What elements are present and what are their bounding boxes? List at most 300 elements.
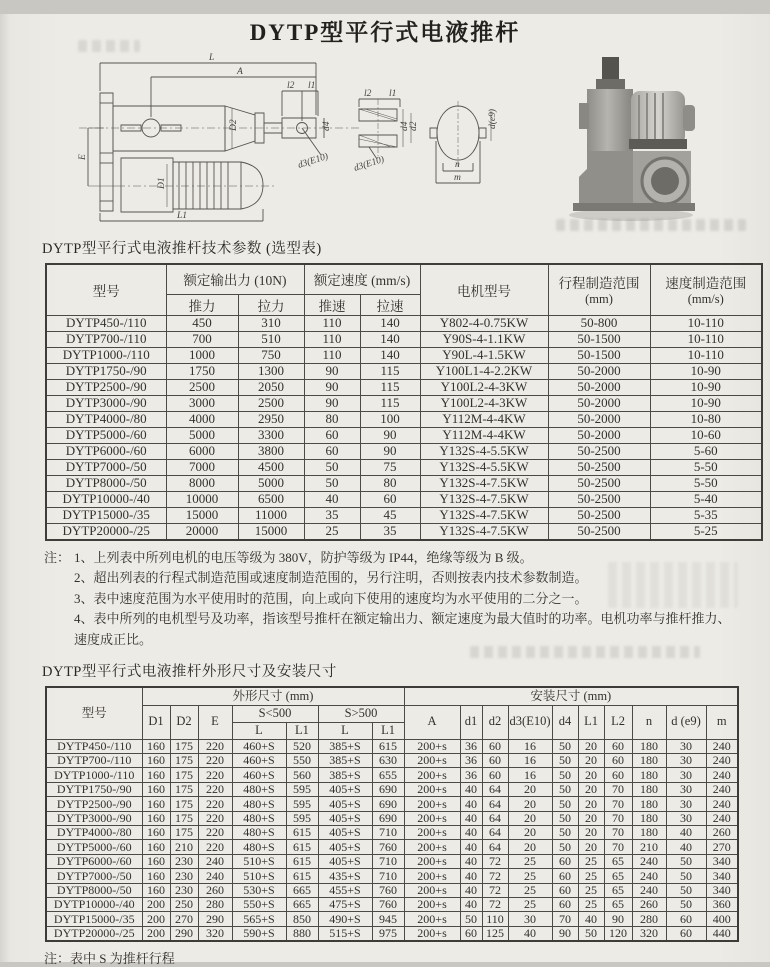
col-header-model: 型号 <box>46 264 166 315</box>
table-row <box>46 459 762 475</box>
value-cell: 480+S <box>232 782 286 796</box>
value-cell: 160 <box>142 739 170 753</box>
value-cell: 5-40 <box>650 491 762 507</box>
model-cell: DYTP1750-/90 <box>46 782 142 796</box>
dim-label-L1: L1 <box>177 211 188 221</box>
value-cell: 50-2500 <box>548 507 650 523</box>
col-header-A: A <box>404 705 460 739</box>
speed-range-unit: (mm/s) <box>687 292 724 307</box>
value-cell: 175 <box>170 739 198 753</box>
value-cell: 50-2000 <box>548 411 650 427</box>
value-cell: 50-2500 <box>548 475 650 491</box>
value-cell: 50 <box>666 883 706 897</box>
value-cell: 160 <box>142 782 170 796</box>
table-row <box>46 739 738 753</box>
value-cell: 35 <box>360 523 420 540</box>
value-cell: 25 <box>508 897 552 911</box>
model-cell: DYTP2500-/90 <box>46 379 166 395</box>
value-cell: 70 <box>604 811 632 825</box>
value-cell: 20 <box>578 768 604 782</box>
value-cell: 10-90 <box>650 363 762 379</box>
value-cell: 110 <box>304 347 360 363</box>
model-cell: DYTP10000-/40 <box>46 491 166 507</box>
value-cell: 5-50 <box>650 459 762 475</box>
bleed-through-artifact <box>608 562 738 608</box>
value-cell: 175 <box>170 811 198 825</box>
model-cell: DYTP1000-/110 <box>46 768 142 782</box>
table-row <box>46 797 738 811</box>
value-cell: 50 <box>552 826 578 840</box>
value-cell: 400 <box>706 912 738 926</box>
value-cell: 10-110 <box>650 315 762 331</box>
value-cell: Y132S-4-7.5KW <box>420 523 548 540</box>
value-cell: 690 <box>372 797 404 811</box>
value-cell: 405+S <box>318 797 372 811</box>
note-text: 4、表中所列的电机型号及功率，指该型号推杆在额定输出力、额定速度为最大值时的功率。电机功率与推杆推力、速度成正比。 <box>74 611 731 647</box>
value-cell: 50 <box>552 754 578 768</box>
value-cell: 50-2500 <box>548 443 650 459</box>
value-cell: 750 <box>238 347 304 363</box>
value-cell: 160 <box>142 811 170 825</box>
model-cell: DYTP700-/110 <box>46 331 166 347</box>
value-cell: 110 <box>482 912 508 926</box>
dim-label-A: A <box>237 67 243 77</box>
table-row <box>46 475 762 491</box>
value-cell: 20 <box>578 840 604 854</box>
value-cell: 515+S <box>318 926 372 941</box>
value-cell: 6000 <box>166 443 238 459</box>
value-cell: 80 <box>360 475 420 491</box>
value-cell: Y802-4-0.75KW <box>420 315 548 331</box>
value-cell: Y90S-4-1.1KW <box>420 331 548 347</box>
value-cell: 385+S <box>318 754 372 768</box>
value-cell: 120 <box>604 926 632 941</box>
value-cell: 50 <box>304 459 360 475</box>
value-cell: 2500 <box>238 395 304 411</box>
value-cell: 25 <box>578 854 604 868</box>
page-title: DYTP型平行式电液推杆 <box>249 20 521 45</box>
value-cell: 160 <box>142 797 170 811</box>
value-cell: 50-2500 <box>548 523 650 540</box>
value-cell: 5-25 <box>650 523 762 540</box>
dim-label-n: n <box>455 160 460 170</box>
model-cell: DYTP20000-/25 <box>46 523 166 540</box>
value-cell: 200+s <box>404 883 460 897</box>
value-cell: 1300 <box>238 363 304 379</box>
value-cell: 480+S <box>232 826 286 840</box>
dim-label-d2-detail: d2 <box>409 121 419 131</box>
value-cell: 8000 <box>166 475 238 491</box>
value-cell: 230 <box>170 883 198 897</box>
scanned-document-page <box>0 14 770 967</box>
value-cell: 200 <box>142 926 170 941</box>
value-cell: 320 <box>632 926 666 941</box>
value-cell: 615 <box>286 840 318 854</box>
value-cell: 70 <box>604 782 632 796</box>
model-cell: DYTP2500-/90 <box>46 797 142 811</box>
value-cell: 480+S <box>232 840 286 854</box>
value-cell: 25 <box>578 897 604 911</box>
value-cell: 15000 <box>166 507 238 523</box>
value-cell: 40 <box>460 811 482 825</box>
value-cell: 25 <box>578 883 604 897</box>
value-cell: 110 <box>304 331 360 347</box>
value-cell: 60 <box>360 491 420 507</box>
model-cell: DYTP7000-/50 <box>46 459 166 475</box>
value-cell: 200+s <box>404 797 460 811</box>
value-cell: 690 <box>372 811 404 825</box>
value-cell: 590+S <box>232 926 286 941</box>
value-cell: 25 <box>508 883 552 897</box>
value-cell: 340 <box>706 869 738 883</box>
model-cell: DYTP8000-/50 <box>46 475 166 491</box>
value-cell: 40 <box>460 797 482 811</box>
value-cell: 175 <box>170 768 198 782</box>
value-cell: 455+S <box>318 883 372 897</box>
model-cell: DYTP15000-/35 <box>46 507 166 523</box>
value-cell: 50 <box>666 869 706 883</box>
value-cell: 230 <box>170 854 198 868</box>
value-cell: 90 <box>604 912 632 926</box>
table-row <box>46 411 762 427</box>
table-row <box>46 395 762 411</box>
value-cell: 72 <box>482 897 508 911</box>
stroke-range-label: 行程制造范围 <box>558 276 640 292</box>
value-cell: 220 <box>198 797 232 811</box>
value-cell: 385+S <box>318 739 372 753</box>
model-cell: DYTP1000-/110 <box>46 347 166 363</box>
value-cell: 20 <box>508 782 552 796</box>
value-cell: 5-60 <box>650 443 762 459</box>
value-cell: 30 <box>666 811 706 825</box>
model-cell: DYTP450-/110 <box>46 739 142 753</box>
value-cell: 200+s <box>404 739 460 753</box>
value-cell: 20 <box>578 797 604 811</box>
value-cell: Y132S-4-7.5KW <box>420 491 548 507</box>
value-cell: 595 <box>286 782 318 796</box>
value-cell: 45 <box>360 507 420 523</box>
value-cell: 530+S <box>232 883 286 897</box>
dim-label-l1-detail: l1 <box>389 89 397 99</box>
value-cell: 160 <box>142 754 170 768</box>
model-cell: DYTP6000-/60 <box>46 443 166 459</box>
value-cell: 475+S <box>318 897 372 911</box>
value-cell: 160 <box>142 840 170 854</box>
value-cell: 20 <box>508 826 552 840</box>
technical-drawing <box>40 51 518 227</box>
table2-footnote: 注：表中 S 为推杆行程 <box>44 951 175 967</box>
value-cell: 615 <box>286 854 318 868</box>
col-header-speed-range <box>650 264 762 315</box>
value-cell: 60 <box>552 869 578 883</box>
value-cell: 50-1500 <box>548 347 650 363</box>
value-cell: 175 <box>170 826 198 840</box>
value-cell: 70 <box>604 797 632 811</box>
value-cell: 60 <box>482 739 508 753</box>
spec-table <box>45 263 763 541</box>
value-cell: 760 <box>372 897 404 911</box>
value-cell: 360 <box>706 897 738 911</box>
dim-label-d4: d4 <box>322 121 332 131</box>
value-cell: 3000 <box>166 395 238 411</box>
value-cell: 115 <box>360 395 420 411</box>
value-cell: Y112M-4-4KW <box>420 411 548 427</box>
value-cell: 665 <box>286 897 318 911</box>
value-cell: 180 <box>632 739 666 753</box>
value-cell: 50-2000 <box>548 379 650 395</box>
value-cell: 10000 <box>166 491 238 507</box>
section1-heading: DYTP型平行式电液推杆技术参数 (选型表) <box>42 241 322 257</box>
value-cell: 200+s <box>404 840 460 854</box>
col-header-d2: d2 <box>482 705 508 739</box>
value-cell: 50 <box>552 782 578 796</box>
value-cell: 90 <box>360 443 420 459</box>
value-cell: 550+S <box>232 897 286 911</box>
value-cell: 4000 <box>166 411 238 427</box>
value-cell: 65 <box>604 854 632 868</box>
value-cell: 30 <box>666 782 706 796</box>
value-cell: 60 <box>304 427 360 443</box>
value-cell: 550 <box>286 754 318 768</box>
col-header-E: E <box>198 705 232 739</box>
value-cell: 15000 <box>238 523 304 540</box>
value-cell: 480+S <box>232 811 286 825</box>
value-cell: 50-2000 <box>548 427 650 443</box>
model-cell: DYTP6000-/60 <box>46 854 142 868</box>
col-header-install-dims: 安装尺寸 (mm) <box>404 687 738 705</box>
value-cell: 50 <box>304 475 360 491</box>
value-cell: 220 <box>198 754 232 768</box>
value-cell: 40 <box>460 854 482 868</box>
model-cell: DYTP700-/110 <box>46 754 142 768</box>
value-cell: 200+s <box>404 912 460 926</box>
value-cell: 435+S <box>318 869 372 883</box>
value-cell: 40 <box>460 840 482 854</box>
value-cell: 945 <box>372 912 404 926</box>
speed-range-label: 速度制造范围 <box>665 276 747 292</box>
value-cell: 40 <box>666 826 706 840</box>
model-cell: DYTP7000-/50 <box>46 869 142 883</box>
value-cell: 50 <box>578 926 604 941</box>
value-cell: 2500 <box>166 379 238 395</box>
value-cell: 16 <box>508 754 552 768</box>
value-cell: 30 <box>666 768 706 782</box>
value-cell: 50 <box>552 840 578 854</box>
note-text: 3、表中速度范围为水平使用时的范围，向上或向下使用的速度均为水平使用的二分之一。 <box>74 590 588 606</box>
dim-label-l2: l2 <box>287 81 295 91</box>
value-cell: 280 <box>198 897 232 911</box>
value-cell: 50 <box>552 739 578 753</box>
value-cell: 975 <box>372 926 404 941</box>
table-row <box>46 854 738 868</box>
col-header-L2: L2 <box>604 705 632 739</box>
value-cell: 405+S <box>318 782 372 796</box>
note-text: 1、上列表中所列电机的电压等级为 380V，防护等级为 IP44，绝缘等级为 B 级。 <box>74 549 533 565</box>
value-cell: 160 <box>142 768 170 782</box>
value-cell: 880 <box>286 926 318 941</box>
col-header-pull-force: 拉力 <box>238 294 304 315</box>
value-cell: 200 <box>142 897 170 911</box>
value-cell: Y100L2-4-3KW <box>420 395 548 411</box>
table-row <box>46 782 738 796</box>
value-cell: 240 <box>198 869 232 883</box>
value-cell: 405+S <box>318 826 372 840</box>
value-cell: 615 <box>286 869 318 883</box>
value-cell: 240 <box>706 811 738 825</box>
value-cell: 90 <box>304 395 360 411</box>
dim-label-d3-detail: d3(E10) <box>352 154 386 174</box>
value-cell: Y132S-4-5.5KW <box>420 459 548 475</box>
value-cell: 220 <box>198 840 232 854</box>
col-header-outline-dims: 外形尺寸 (mm) <box>142 687 404 705</box>
value-cell: 64 <box>482 782 508 796</box>
table-row <box>46 347 762 363</box>
value-cell: 710 <box>372 826 404 840</box>
model-cell: DYTP20000-/25 <box>46 926 142 941</box>
value-cell: 5-35 <box>650 507 762 523</box>
value-cell: Y132S-4-7.5KW <box>420 475 548 491</box>
value-cell: 10-80 <box>650 411 762 427</box>
value-cell: Y112M-4-4KW <box>420 427 548 443</box>
col-header-pull-speed: 拉速 <box>360 294 420 315</box>
value-cell: 30 <box>666 754 706 768</box>
value-cell: 140 <box>360 315 420 331</box>
table-row <box>46 491 762 507</box>
value-cell: 710 <box>372 854 404 868</box>
value-cell: 440 <box>706 926 738 941</box>
value-cell: 75 <box>360 459 420 475</box>
table-row <box>46 507 762 523</box>
col-header-d1: d1 <box>460 705 482 739</box>
value-cell: 560 <box>286 768 318 782</box>
value-cell: 10-60 <box>650 427 762 443</box>
col-header-d4: d4 <box>552 705 578 739</box>
value-cell: 100 <box>360 411 420 427</box>
table-row <box>46 443 762 459</box>
value-cell: 40 <box>460 883 482 897</box>
value-cell: 70 <box>604 840 632 854</box>
table-row <box>46 883 738 897</box>
value-cell: 180 <box>632 782 666 796</box>
value-cell: 1750 <box>166 363 238 379</box>
value-cell: 72 <box>482 854 508 868</box>
value-cell: 115 <box>360 363 420 379</box>
value-cell: 240 <box>632 883 666 897</box>
value-cell: 50-2000 <box>548 363 650 379</box>
value-cell: 60 <box>552 854 578 868</box>
value-cell: 70 <box>604 826 632 840</box>
model-cell: DYTP8000-/50 <box>46 883 142 897</box>
value-cell: 125 <box>482 926 508 941</box>
value-cell: 64 <box>482 840 508 854</box>
value-cell: 30 <box>666 797 706 811</box>
value-cell: 90 <box>360 427 420 443</box>
value-cell: 50 <box>460 912 482 926</box>
dim-label-m: m <box>454 173 461 183</box>
col-header-model: 型号 <box>46 687 142 739</box>
value-cell: 50 <box>666 897 706 911</box>
table-row <box>46 926 738 941</box>
value-cell: 405+S <box>318 854 372 868</box>
dim-label-D1: D1 <box>157 177 167 189</box>
col-header-n: n <box>632 705 666 739</box>
value-cell: Y132S-4-5.5KW <box>420 443 548 459</box>
dim-label-l2-detail: l2 <box>364 89 372 99</box>
value-cell: 850 <box>286 912 318 926</box>
value-cell: 60 <box>604 754 632 768</box>
value-cell: 160 <box>142 883 170 897</box>
value-cell: 60 <box>604 739 632 753</box>
value-cell: 405+S <box>318 811 372 825</box>
value-cell: 510+S <box>232 854 286 868</box>
table-row <box>46 811 738 825</box>
value-cell: 180 <box>632 826 666 840</box>
value-cell: 240 <box>706 754 738 768</box>
col-header-rated-force: 额定输出力 (10N) <box>166 264 304 294</box>
value-cell: 615 <box>372 739 404 753</box>
value-cell: 220 <box>198 782 232 796</box>
dim-label-d4-detail: d4 <box>400 121 410 131</box>
value-cell: 200 <box>142 912 170 926</box>
value-cell: 180 <box>632 754 666 768</box>
table-row <box>46 897 738 911</box>
value-cell: 50-1500 <box>548 331 650 347</box>
value-cell: 4500 <box>238 459 304 475</box>
table-row <box>46 869 738 883</box>
col-header-L1-lt: L1 <box>286 722 318 739</box>
table-row <box>46 754 738 768</box>
value-cell: 35 <box>304 507 360 523</box>
value-cell: 50-2000 <box>548 395 650 411</box>
col-header-motor: 电机型号 <box>420 264 548 315</box>
model-cell: DYTP5000-/60 <box>46 427 166 443</box>
value-cell: 40 <box>460 782 482 796</box>
dim-label-l1: l1 <box>308 81 316 91</box>
value-cell: 50-2500 <box>548 491 650 507</box>
col-header-s-lt-500: S<500 <box>232 705 318 722</box>
value-cell: 64 <box>482 811 508 825</box>
value-cell: 90 <box>304 363 360 379</box>
value-cell: 200+s <box>404 826 460 840</box>
model-cell: DYTP5000-/60 <box>46 840 142 854</box>
model-cell: DYTP4000-/80 <box>46 411 166 427</box>
value-cell: 140 <box>360 347 420 363</box>
table-row <box>46 523 762 540</box>
value-cell: 25 <box>578 869 604 883</box>
value-cell: 20 <box>508 811 552 825</box>
table-row <box>46 912 738 926</box>
col-header-L1-gt: L1 <box>372 722 404 739</box>
value-cell: 565+S <box>232 912 286 926</box>
note-line <box>44 609 734 650</box>
value-cell: 40 <box>460 826 482 840</box>
value-cell: 340 <box>706 883 738 897</box>
value-cell: 200+s <box>404 926 460 941</box>
value-cell: 200+s <box>404 897 460 911</box>
value-cell: 220 <box>198 768 232 782</box>
value-cell: 72 <box>482 869 508 883</box>
value-cell: 20000 <box>166 523 238 540</box>
model-cell: DYTP1750-/90 <box>46 363 166 379</box>
value-cell: 2050 <box>238 379 304 395</box>
value-cell: 10-110 <box>650 331 762 347</box>
value-cell: 340 <box>706 854 738 868</box>
table-row <box>46 427 762 443</box>
value-cell: 90 <box>304 379 360 395</box>
value-cell: 60 <box>552 883 578 897</box>
value-cell: 175 <box>170 782 198 796</box>
value-cell: 665 <box>286 883 318 897</box>
